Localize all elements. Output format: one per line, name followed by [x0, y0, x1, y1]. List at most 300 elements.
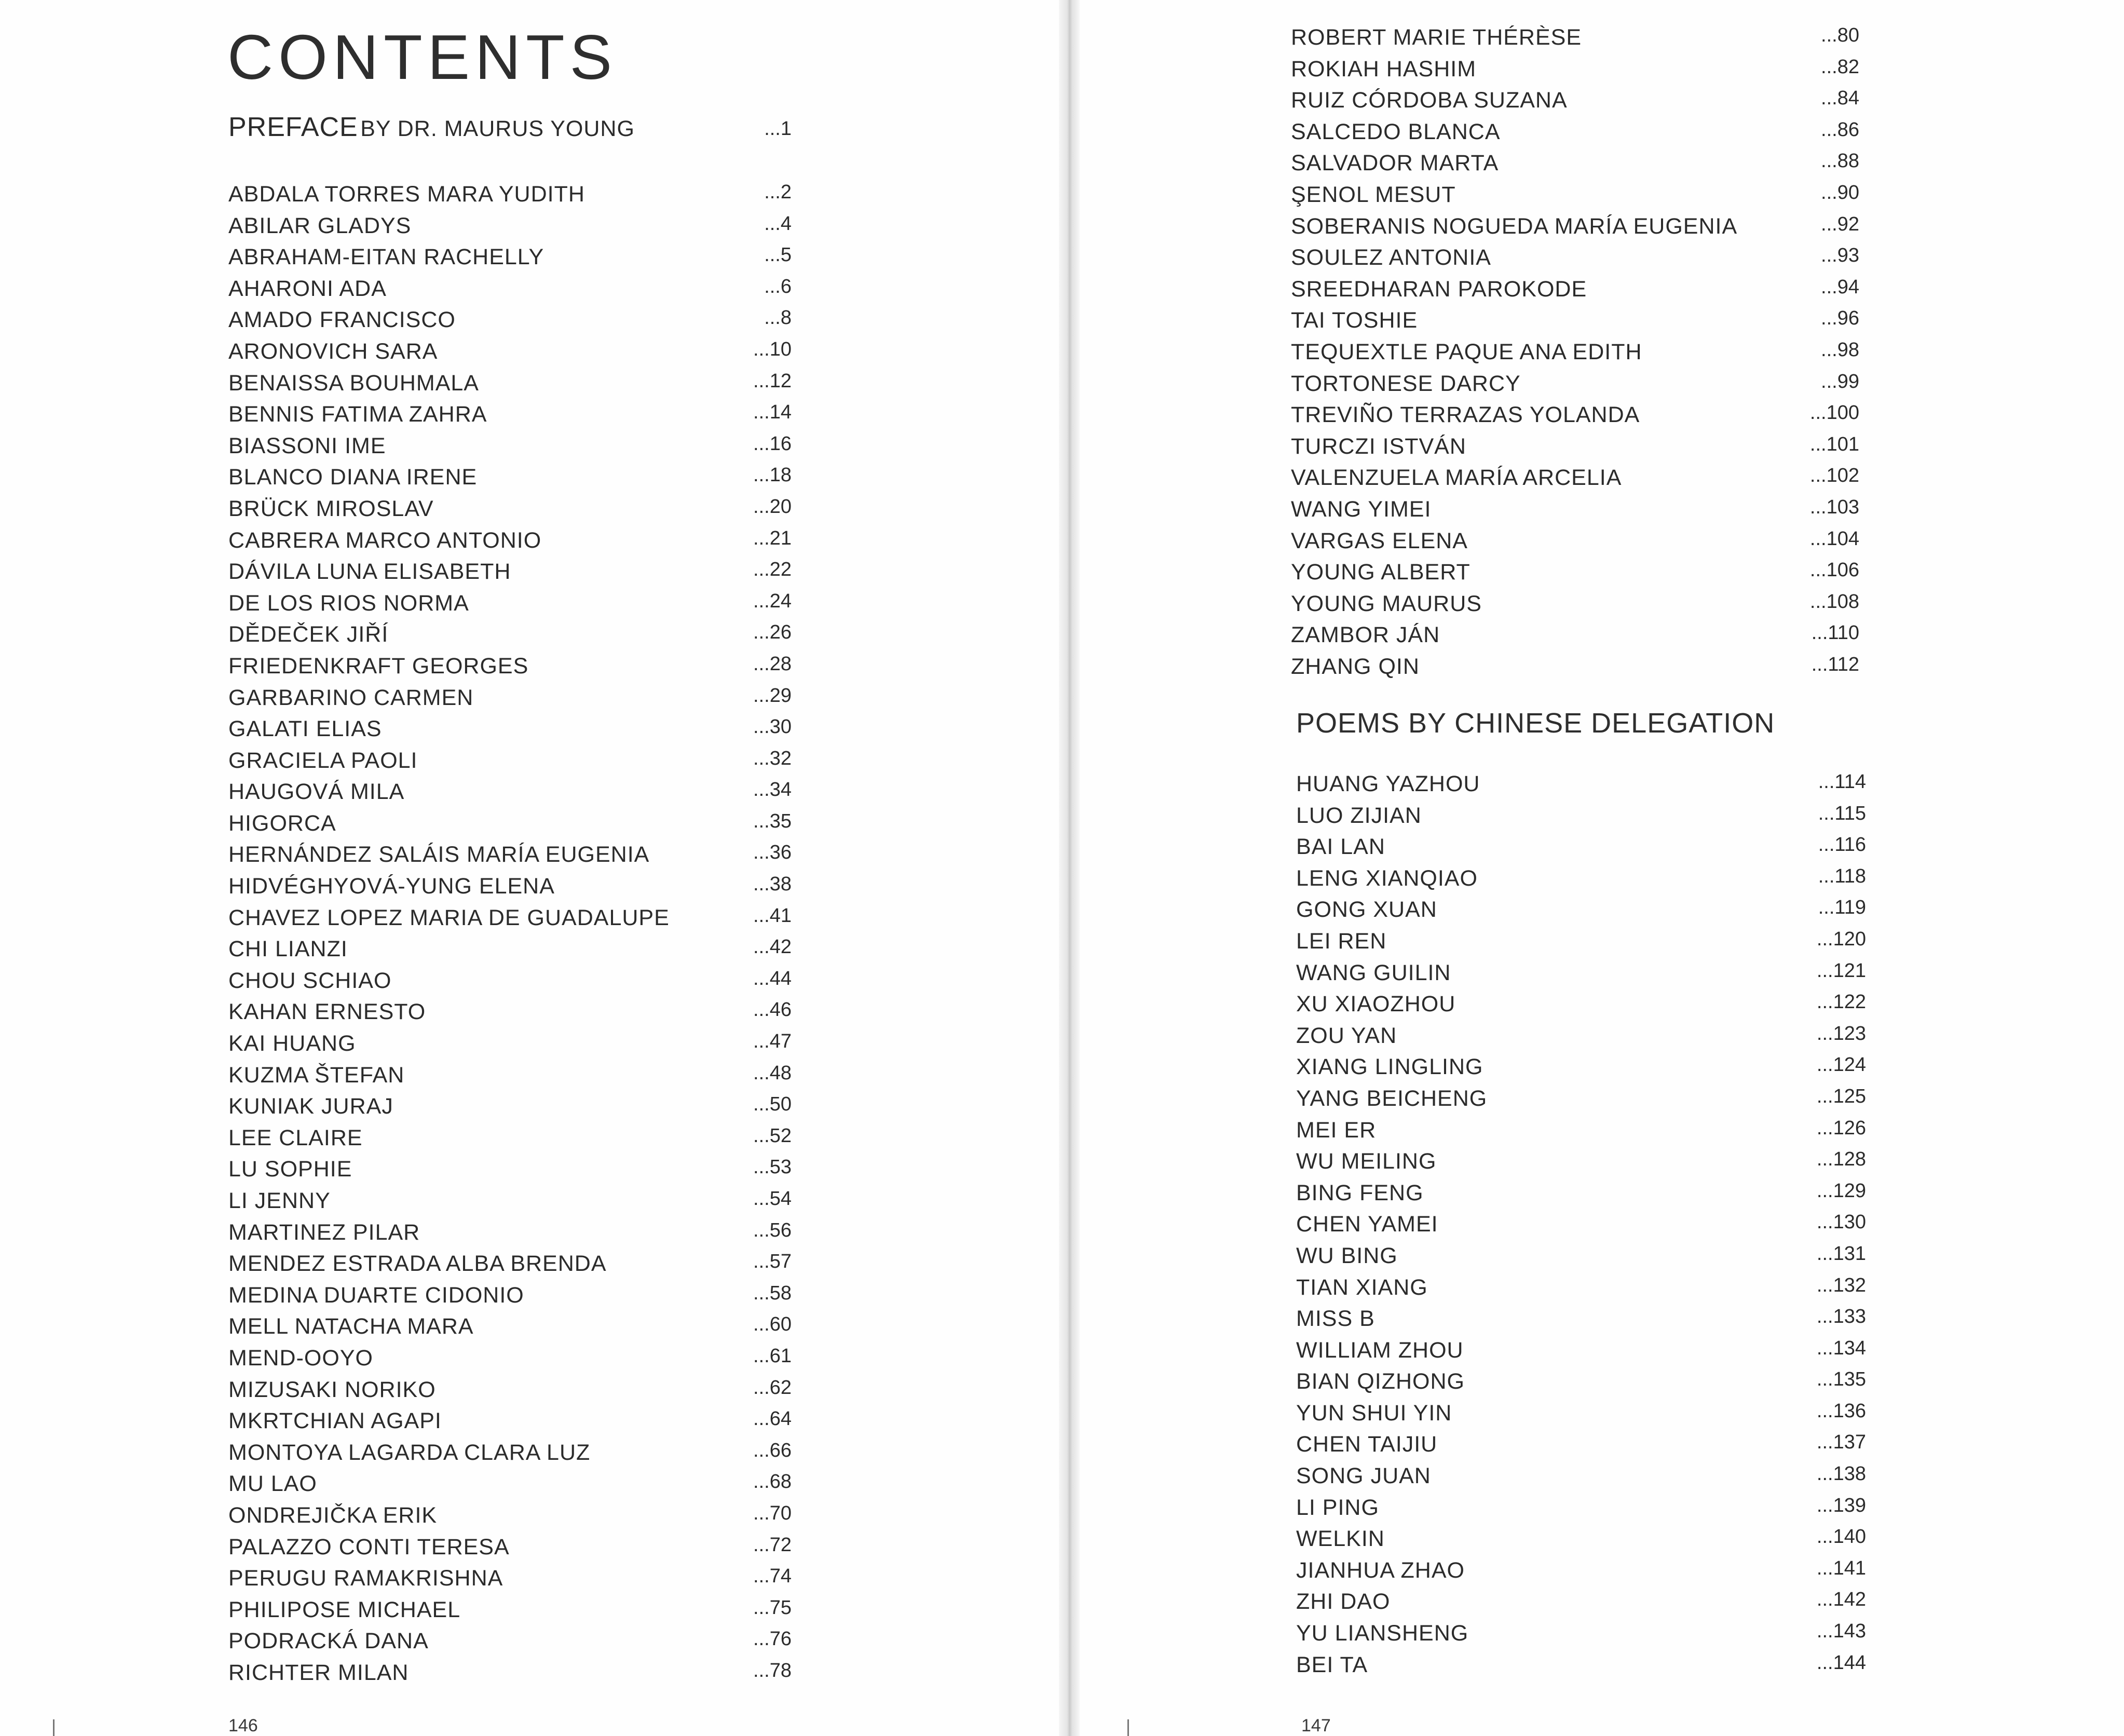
toc-entry[interactable]	[228, 1028, 792, 1060]
toc-entry-page-number: ...90	[1821, 181, 1859, 204]
toc-entry-name: MU LAO	[228, 1471, 317, 1497]
toc-entry-name: FRIEDENKRAFT GEORGES	[228, 653, 529, 679]
toc-entry-page-number: ...4	[764, 212, 792, 235]
toc-entry[interactable]	[228, 304, 792, 336]
contents-title: CONTENTS	[227, 22, 617, 92]
toc-entry-page-number: ...143	[1816, 1620, 1866, 1643]
toc-entry-page-number: ...54	[753, 1188, 792, 1210]
toc-entry[interactable]	[228, 1185, 792, 1217]
toc-entry[interactable]	[228, 713, 792, 745]
toc-entry-name: MELL NATACHA MARA	[228, 1314, 474, 1339]
preface-label: PREFACE	[228, 112, 358, 142]
toc-entry-page-number: ...36	[753, 842, 792, 864]
toc-entry-name: WELKIN	[1296, 1526, 1385, 1552]
toc-entry-page-number: ...135	[1816, 1368, 1866, 1391]
toc-entry-page-number: ...99	[1821, 370, 1859, 392]
toc-entry[interactable]	[228, 1122, 792, 1154]
toc-entry[interactable]	[228, 210, 792, 242]
toc-entry[interactable]	[1296, 926, 1866, 957]
toc-entry-name: HIDVÉGHYOVÁ-YUNG ELENA	[228, 874, 555, 899]
toc-entry[interactable]	[228, 650, 792, 682]
toc-entry-page-number: ...130	[1816, 1211, 1866, 1233]
toc-entry[interactable]	[228, 808, 792, 839]
toc-entry[interactable]	[1296, 800, 1866, 832]
toc-entry-page-number: ...94	[1821, 276, 1859, 298]
preface-entry[interactable]	[228, 112, 792, 148]
toc-entry[interactable]	[228, 1311, 792, 1342]
toc-entry-page-number: ...8	[764, 307, 792, 329]
toc-entry-name: RICHTER MILAN	[228, 1660, 409, 1685]
toc-entry-name: SALCEDO BLANCA	[1291, 119, 1501, 144]
toc-entry[interactable]	[228, 556, 792, 588]
toc-entry-name: GALATI ELIAS	[228, 716, 382, 742]
toc-entry-name: PHILIPOSE MICHAEL	[228, 1597, 461, 1622]
toc-entry[interactable]	[228, 1374, 792, 1406]
toc-entry-page-number: ...16	[753, 432, 792, 455]
toc-entry-name: KUNIAK JURAJ	[228, 1094, 393, 1119]
toc-entry-page-number: ...26	[753, 621, 792, 644]
toc-entry-name: XU XIAOZHOU	[1296, 992, 1456, 1017]
toc-entry-name: YOUNG ALBERT	[1291, 560, 1471, 585]
toc-entry-name: JIANHUA ZHAO	[1296, 1557, 1465, 1583]
toc-entry-name: ABILAR GLADYS	[228, 213, 412, 238]
toc-entry-page-number: ...139	[1816, 1494, 1866, 1516]
toc-entry-name: MENDEZ ESTRADA ALBA BRENDA	[228, 1251, 607, 1277]
toc-entry-page-number: ...32	[753, 747, 792, 769]
toc-entry-page-number: ...133	[1816, 1306, 1866, 1328]
toc-entry-page-number: ...38	[753, 873, 792, 896]
toc-entry-name: TEQUEXTLE PAQUE ANA EDITH	[1291, 339, 1642, 364]
toc-entry-page-number: ...22	[753, 559, 792, 581]
toc-entry-name: YUN SHUI YIN	[1296, 1400, 1452, 1426]
toc-entry-page-number: ...104	[1809, 527, 1859, 550]
toc-entry-page-number: ...28	[753, 653, 792, 675]
toc-entry-page-number: ...92	[1821, 213, 1859, 235]
toc-entry[interactable]	[228, 1500, 792, 1531]
toc-entry[interactable]	[1291, 557, 1859, 588]
toc-entry[interactable]	[1296, 1335, 1866, 1366]
toc-entry[interactable]	[228, 1625, 792, 1657]
toc-entry-page-number: ...120	[1816, 928, 1866, 950]
toc-entry-page-number: ...5	[764, 244, 792, 266]
toc-entry[interactable]	[1296, 1523, 1866, 1555]
toc-entry-page-number: ...136	[1816, 1400, 1866, 1422]
toc-entry[interactable]	[228, 619, 792, 650]
toc-entry-name: BLANCO DIANA IRENE	[228, 465, 478, 490]
toc-entry-page-number: ...44	[753, 967, 792, 989]
toc-entry-name: VARGAS ELENA	[1291, 528, 1468, 553]
toc-entry-page-number: ...47	[753, 1030, 792, 1053]
toc-entry-name: ONDREJIČKA ERIK	[228, 1502, 438, 1528]
toc-entry[interactable]	[228, 1657, 792, 1689]
toc-entry-name: TAI TOSHIE	[1291, 308, 1418, 333]
preface-byline: BY DR. MAURUS YOUNG	[360, 116, 635, 141]
toc-entry-name: WANG GUILIN	[1296, 960, 1451, 985]
toc-entry-name: AHARONI ADA	[228, 276, 387, 301]
toc-entry[interactable]	[228, 399, 792, 430]
toc-entry[interactable]	[1296, 1366, 1866, 1398]
toc-entry-page-number: ...98	[1821, 338, 1859, 361]
toc-entry[interactable]	[1291, 431, 1859, 463]
toc-entry-page-number: ...21	[753, 527, 792, 549]
toc-entry-page-number: ...60	[753, 1313, 792, 1336]
toc-entry-page-number: ...61	[753, 1345, 792, 1367]
toc-entry-name: SOBERANIS NOGUEDA MARÍA EUGENIA	[1291, 213, 1738, 239]
toc-entry[interactable]	[228, 1248, 792, 1280]
toc-entry-name: PODRACKÁ DANA	[228, 1629, 429, 1654]
toc-entry[interactable]	[228, 588, 792, 619]
toc-entry[interactable]	[1291, 274, 1859, 305]
toc-entry-name: BENNIS FATIMA ZAHRA	[228, 402, 487, 427]
toc-entry[interactable]	[1296, 1146, 1866, 1177]
toc-entry-page-number: ...141	[1816, 1557, 1866, 1579]
toc-entry-page-number: ...126	[1816, 1117, 1866, 1139]
toc-entry-name: RUIZ CÓRDOBA SUZANA	[1291, 88, 1568, 113]
toc-entry[interactable]	[1296, 768, 1866, 800]
toc-entry-page-number: ...41	[753, 904, 792, 927]
toc-entry[interactable]	[228, 241, 792, 273]
toc-entry-name: YOUNG MAURUS	[1291, 591, 1482, 616]
preface-page-number: ...1	[764, 118, 792, 140]
toc-entry[interactable]	[1296, 1240, 1866, 1272]
toc-entry-page-number: ...46	[753, 999, 792, 1021]
toc-entry-name: MEI ER	[1296, 1117, 1377, 1143]
toc-entry[interactable]	[1296, 863, 1866, 894]
toc-entry-page-number: ...48	[753, 1062, 792, 1084]
toc-entry-name: HAUGOVÁ MILA	[228, 779, 405, 805]
crop-mark	[1127, 1719, 1129, 1736]
toc-entry-page-number: ...140	[1816, 1526, 1866, 1548]
toc-entry-page-number: ...72	[753, 1534, 792, 1556]
toc-entry-page-number: ...138	[1816, 1463, 1866, 1485]
toc-entry-page-number: ...29	[753, 684, 792, 707]
toc-entry[interactable]	[1296, 1460, 1866, 1492]
toc-entry-page-number: ...86	[1821, 118, 1859, 141]
toc-entry[interactable]	[228, 1563, 792, 1594]
toc-entry-name: CHEN TAIJIU	[1296, 1432, 1438, 1457]
toc-entry[interactable]	[228, 493, 792, 525]
toc-entry[interactable]	[228, 1060, 792, 1091]
toc-entry-page-number: ...10	[753, 338, 792, 360]
toc-entry[interactable]	[1291, 305, 1859, 336]
toc-entry-name: CHEN YAMEI	[1296, 1212, 1438, 1237]
left-page	[0, 0, 1059, 1736]
toc-entry[interactable]	[228, 1154, 792, 1185]
toc-entry-page-number: ...132	[1816, 1274, 1866, 1296]
toc-entry[interactable]	[1291, 399, 1859, 431]
toc-entry-name: BEI TA	[1296, 1652, 1368, 1677]
toc-entry[interactable]	[228, 1280, 792, 1311]
toc-entry-page-number: ...50	[753, 1093, 792, 1116]
toc-entry-name: ZAMBOR JÁN	[1291, 622, 1440, 648]
toc-entry-name: MIZUSAKI NORIKO	[228, 1377, 436, 1402]
toc-entry-name: ZHANG QIN	[1291, 654, 1420, 679]
toc-entry-page-number: ...42	[753, 936, 792, 958]
toc-entry[interactable]	[1296, 1618, 1866, 1649]
toc-entry[interactable]	[1296, 1303, 1866, 1335]
toc-entry-name: AMADO FRANCISCO	[228, 307, 456, 333]
toc-entry[interactable]	[228, 933, 792, 965]
toc-entry[interactable]	[228, 179, 792, 210]
toc-entry-page-number: ...24	[753, 590, 792, 612]
toc-entry-name: SREEDHARAN PAROKODE	[1291, 276, 1587, 302]
toc-entry[interactable]	[1291, 462, 1859, 494]
toc-entry-name: PALAZZO CONTI TERESA	[228, 1534, 510, 1559]
toc-entry-page-number: ...118	[1818, 865, 1866, 887]
toc-entry-name: TORTONESE DARCY	[1291, 371, 1521, 396]
toc-entry-name: YU LIANSHENG	[1296, 1621, 1469, 1646]
toc-entry-page-number: ...78	[753, 1659, 792, 1681]
toc-entry-name: ABRAHAM-EITAN RACHELLY	[228, 245, 544, 270]
toc-entry[interactable]	[1291, 619, 1859, 651]
toc-entry-name: BAI LAN	[1296, 834, 1385, 860]
toc-entry[interactable]	[228, 902, 792, 934]
toc-entry-name: LI PING	[1296, 1495, 1379, 1520]
toc-entry[interactable]	[1296, 1429, 1866, 1460]
toc-list-right	[1291, 22, 1859, 682]
toc-entry-name: VALENZUELA MARÍA ARCELIA	[1291, 465, 1622, 491]
toc-entry-page-number: ...122	[1816, 991, 1866, 1013]
toc-entry[interactable]	[228, 745, 792, 777]
toc-entry-page-number: ...106	[1809, 559, 1859, 581]
toc-entry[interactable]	[228, 462, 792, 493]
toc-entry[interactable]	[1296, 831, 1866, 863]
toc-entry-name: ABDALA TORRES MARA YUDITH	[228, 182, 585, 207]
toc-entry[interactable]	[1296, 1649, 1866, 1681]
toc-entry-page-number: ...110	[1811, 622, 1859, 644]
toc-entry-name: TURCZI ISTVÁN	[1291, 433, 1466, 459]
toc-entry-name: HIGORCA	[228, 810, 336, 836]
toc-entry-name: WU BING	[1296, 1243, 1398, 1268]
toc-entry[interactable]	[228, 965, 792, 997]
toc-entry-page-number: ...123	[1816, 1022, 1866, 1045]
toc-entry-page-number: ...125	[1816, 1085, 1866, 1107]
toc-entry[interactable]	[1291, 525, 1859, 557]
toc-entry-name: SOULEZ ANTONIA	[1291, 245, 1491, 270]
toc-entry[interactable]	[228, 368, 792, 399]
toc-entry-page-number: ...34	[753, 779, 792, 801]
toc-entry-page-number: ...58	[753, 1282, 792, 1304]
toc-entry-name: BIASSONI IME	[228, 433, 386, 458]
toc-entry[interactable]	[1291, 368, 1859, 400]
toc-entry-name: GRACIELA PAOLI	[228, 748, 418, 773]
toc-entry[interactable]	[1296, 1555, 1866, 1586]
toc-entry[interactable]	[228, 1405, 792, 1437]
toc-entry[interactable]	[228, 1594, 792, 1626]
page-number-left: 146	[228, 1716, 258, 1735]
toc-entry-page-number: ...52	[753, 1124, 792, 1147]
toc-entry[interactable]	[1296, 1586, 1866, 1618]
toc-entry-page-number: ...134	[1816, 1337, 1866, 1359]
toc-entry-name: BENAISSA BOUHMALA	[228, 370, 479, 396]
toc-entry-page-number: ...84	[1821, 87, 1859, 110]
toc-entry[interactable]	[1291, 336, 1859, 368]
toc-entry-name: CHI LIANZI	[228, 937, 348, 962]
toc-entry[interactable]	[1291, 651, 1859, 683]
toc-entry-name: TIAN XIANG	[1296, 1274, 1428, 1300]
toc-entry[interactable]	[1291, 85, 1859, 116]
toc-entry-name: MEND-OOYO	[228, 1345, 373, 1371]
crop-mark	[53, 1719, 55, 1736]
toc-entry-page-number: ...102	[1809, 465, 1859, 487]
toc-entry-name: MKRTCHIAN AGAPI	[228, 1408, 442, 1434]
toc-entry[interactable]	[1291, 116, 1859, 148]
toc-entry[interactable]	[1296, 1083, 1866, 1115]
toc-entry-name: ARONOVICH SARA	[228, 338, 438, 364]
toc-entry-page-number: ...56	[753, 1219, 792, 1241]
toc-entry[interactable]	[1296, 957, 1866, 989]
toc-entry-page-number: ...20	[753, 495, 792, 518]
toc-entry-page-number: ...35	[753, 810, 792, 832]
toc-entry-page-number: ...114	[1818, 771, 1866, 793]
toc-entry-name: CHOU SCHIAO	[228, 968, 392, 993]
toc-entry[interactable]	[1296, 1492, 1866, 1524]
toc-entry-page-number: ...112	[1811, 653, 1859, 675]
toc-entry[interactable]	[228, 1531, 792, 1563]
toc-entry-name: CHAVEZ LOPEZ MARIA DE GUADALUPE	[228, 905, 670, 930]
toc-entry[interactable]	[228, 1091, 792, 1122]
toc-entry-name: WU MEILING	[1296, 1149, 1437, 1174]
toc-entry-page-number: ...96	[1821, 307, 1859, 330]
toc-entry[interactable]	[1291, 53, 1859, 85]
toc-entry[interactable]	[1291, 494, 1859, 525]
toc-entry-name: XIANG LINGLING	[1296, 1054, 1483, 1080]
toc-entry-name: HUANG YAZHOU	[1296, 771, 1480, 796]
toc-entry-page-number: ...115	[1818, 802, 1866, 824]
toc-entry-name: LI JENNY	[228, 1188, 331, 1213]
toc-entry-name: SONG JUAN	[1296, 1463, 1431, 1489]
toc-entry-name: MEDINA DUARTE CIDONIO	[228, 1282, 524, 1308]
toc-entry-page-number: ...142	[1816, 1589, 1866, 1611]
toc-entry-page-number: ...108	[1809, 590, 1859, 613]
toc-entry[interactable]	[1296, 1209, 1866, 1240]
toc-entry-page-number: ...66	[753, 1439, 792, 1461]
toc-entry-page-number: ...144	[1816, 1651, 1866, 1674]
book-gutter	[1059, 0, 1080, 1736]
toc-entry-page-number: ...2	[764, 181, 792, 203]
toc-entry-page-number: ...68	[753, 1471, 792, 1493]
toc-entry-name: CABRERA MARCO ANTONIO	[228, 527, 542, 553]
toc-entry-page-number: ...100	[1809, 402, 1859, 424]
toc-entry[interactable]	[1291, 147, 1859, 179]
toc-entry-name: TREVIÑO TERRAZAS YOLANDA	[1291, 402, 1640, 428]
toc-entry[interactable]	[228, 336, 792, 368]
toc-list-chinese-delegation	[1296, 768, 1866, 1680]
toc-entry-name: MONTOYA LAGARDA CLARA LUZ	[228, 1440, 591, 1465]
toc-entry-name: PERUGU RAMAKRISHNA	[228, 1566, 503, 1591]
toc-entry-name: WANG YIMEI	[1291, 496, 1432, 522]
toc-entry-name: WILLIAM ZHOU	[1296, 1337, 1464, 1363]
toc-entry-name: LUO ZIJIAN	[1296, 803, 1422, 828]
toc-entry-page-number: ...57	[753, 1251, 792, 1273]
toc-entry-name: BIAN QIZHONG	[1296, 1369, 1465, 1394]
toc-entry[interactable]	[228, 776, 792, 808]
toc-entry-page-number: ...101	[1809, 433, 1859, 455]
toc-entry[interactable]	[1296, 1115, 1866, 1146]
toc-entry[interactable]	[228, 525, 792, 557]
toc-entry-page-number: ...137	[1816, 1431, 1866, 1454]
toc-entry[interactable]	[228, 871, 792, 902]
toc-entry-name: LEE CLAIRE	[228, 1125, 363, 1150]
toc-entry-page-number: ...128	[1816, 1148, 1866, 1171]
toc-entry[interactable]	[1296, 1051, 1866, 1083]
toc-entry-page-number: ...30	[753, 716, 792, 738]
toc-entry-name: ZHI DAO	[1296, 1589, 1391, 1615]
toc-entry-page-number: ...53	[753, 1156, 792, 1178]
toc-list-left	[228, 179, 792, 1689]
toc-entry-name: KUZMA ŠTEFAN	[228, 1062, 405, 1088]
toc-entry-name: GARBARINO CARMEN	[228, 685, 474, 710]
toc-entry[interactable]	[228, 1468, 792, 1500]
toc-entry[interactable]	[1296, 988, 1866, 1020]
toc-entry[interactable]	[1291, 179, 1859, 211]
toc-entry[interactable]	[1296, 894, 1866, 926]
toc-entry[interactable]	[228, 839, 792, 871]
toc-entry-name: LU SOPHIE	[228, 1157, 352, 1182]
toc-entry-page-number: ...75	[753, 1596, 792, 1619]
toc-entry-page-number: ...18	[753, 464, 792, 486]
toc-entry[interactable]	[1291, 22, 1859, 53]
toc-entry-name: ZOU YAN	[1296, 1023, 1397, 1048]
toc-entry-name: YANG BEICHENG	[1296, 1086, 1488, 1111]
toc-entry[interactable]	[1291, 588, 1859, 620]
toc-entry-name: GONG XUAN	[1296, 897, 1437, 923]
toc-entry-name: DĚDEČEK JIŘÍ	[228, 622, 389, 647]
toc-entry-page-number: ...6	[764, 275, 792, 297]
toc-entry[interactable]	[228, 996, 792, 1028]
toc-entry-page-number: ...62	[753, 1376, 792, 1399]
toc-entry[interactable]	[228, 1342, 792, 1374]
toc-entry-page-number: ...80	[1821, 24, 1859, 46]
toc-entry-name: KAHAN ERNESTO	[228, 999, 426, 1025]
toc-entry-name: BRÜCK MIROSLAV	[228, 496, 434, 521]
toc-entry-page-number: ...116	[1818, 834, 1866, 856]
toc-entry-name: ROBERT MARIE THÉRÈSE	[1291, 25, 1582, 50]
section-heading-chinese-delegation: POEMS BY CHINESE DELEGATION	[1296, 708, 1775, 739]
toc-entry-page-number: ...64	[753, 1408, 792, 1430]
toc-entry[interactable]	[1291, 242, 1859, 274]
toc-entry-name: DÁVILA LUNA ELISABETH	[228, 559, 511, 585]
toc-entry-name: LEI REN	[1296, 928, 1387, 954]
toc-entry-page-number: ...14	[753, 401, 792, 424]
toc-entry[interactable]	[1296, 1272, 1866, 1304]
toc-entry-name: LENG XIANQIAO	[1296, 865, 1478, 891]
toc-entry[interactable]	[1296, 1177, 1866, 1209]
toc-entry-page-number: ...93	[1821, 245, 1859, 267]
toc-entry[interactable]	[1296, 1398, 1866, 1429]
toc-entry[interactable]	[1296, 1020, 1866, 1052]
toc-entry[interactable]	[1291, 211, 1859, 242]
toc-entry-page-number: ...103	[1809, 496, 1859, 518]
toc-entry-page-number: ...12	[753, 370, 792, 392]
toc-entry-page-number: ...124	[1816, 1054, 1866, 1076]
toc-entry-name: DE LOS RIOS NORMA	[228, 590, 469, 616]
toc-entry-name: SALVADOR MARTA	[1291, 151, 1499, 176]
toc-entry-page-number: ...82	[1821, 56, 1859, 78]
toc-entry-page-number: ...119	[1818, 897, 1866, 919]
toc-entry[interactable]	[228, 430, 792, 462]
toc-entry-name: KAI HUANG	[228, 1031, 356, 1056]
toc-entry-page-number: ...129	[1816, 1179, 1866, 1202]
toc-entry-name: MARTINEZ PILAR	[228, 1219, 420, 1245]
toc-entry[interactable]	[228, 273, 792, 305]
toc-entry-page-number: ...76	[753, 1628, 792, 1650]
toc-entry-page-number: ...70	[753, 1502, 792, 1524]
toc-entry[interactable]	[228, 1217, 792, 1249]
toc-entry-page-number: ...88	[1821, 150, 1859, 172]
toc-entry[interactable]	[228, 682, 792, 714]
toc-entry[interactable]	[228, 1437, 792, 1469]
